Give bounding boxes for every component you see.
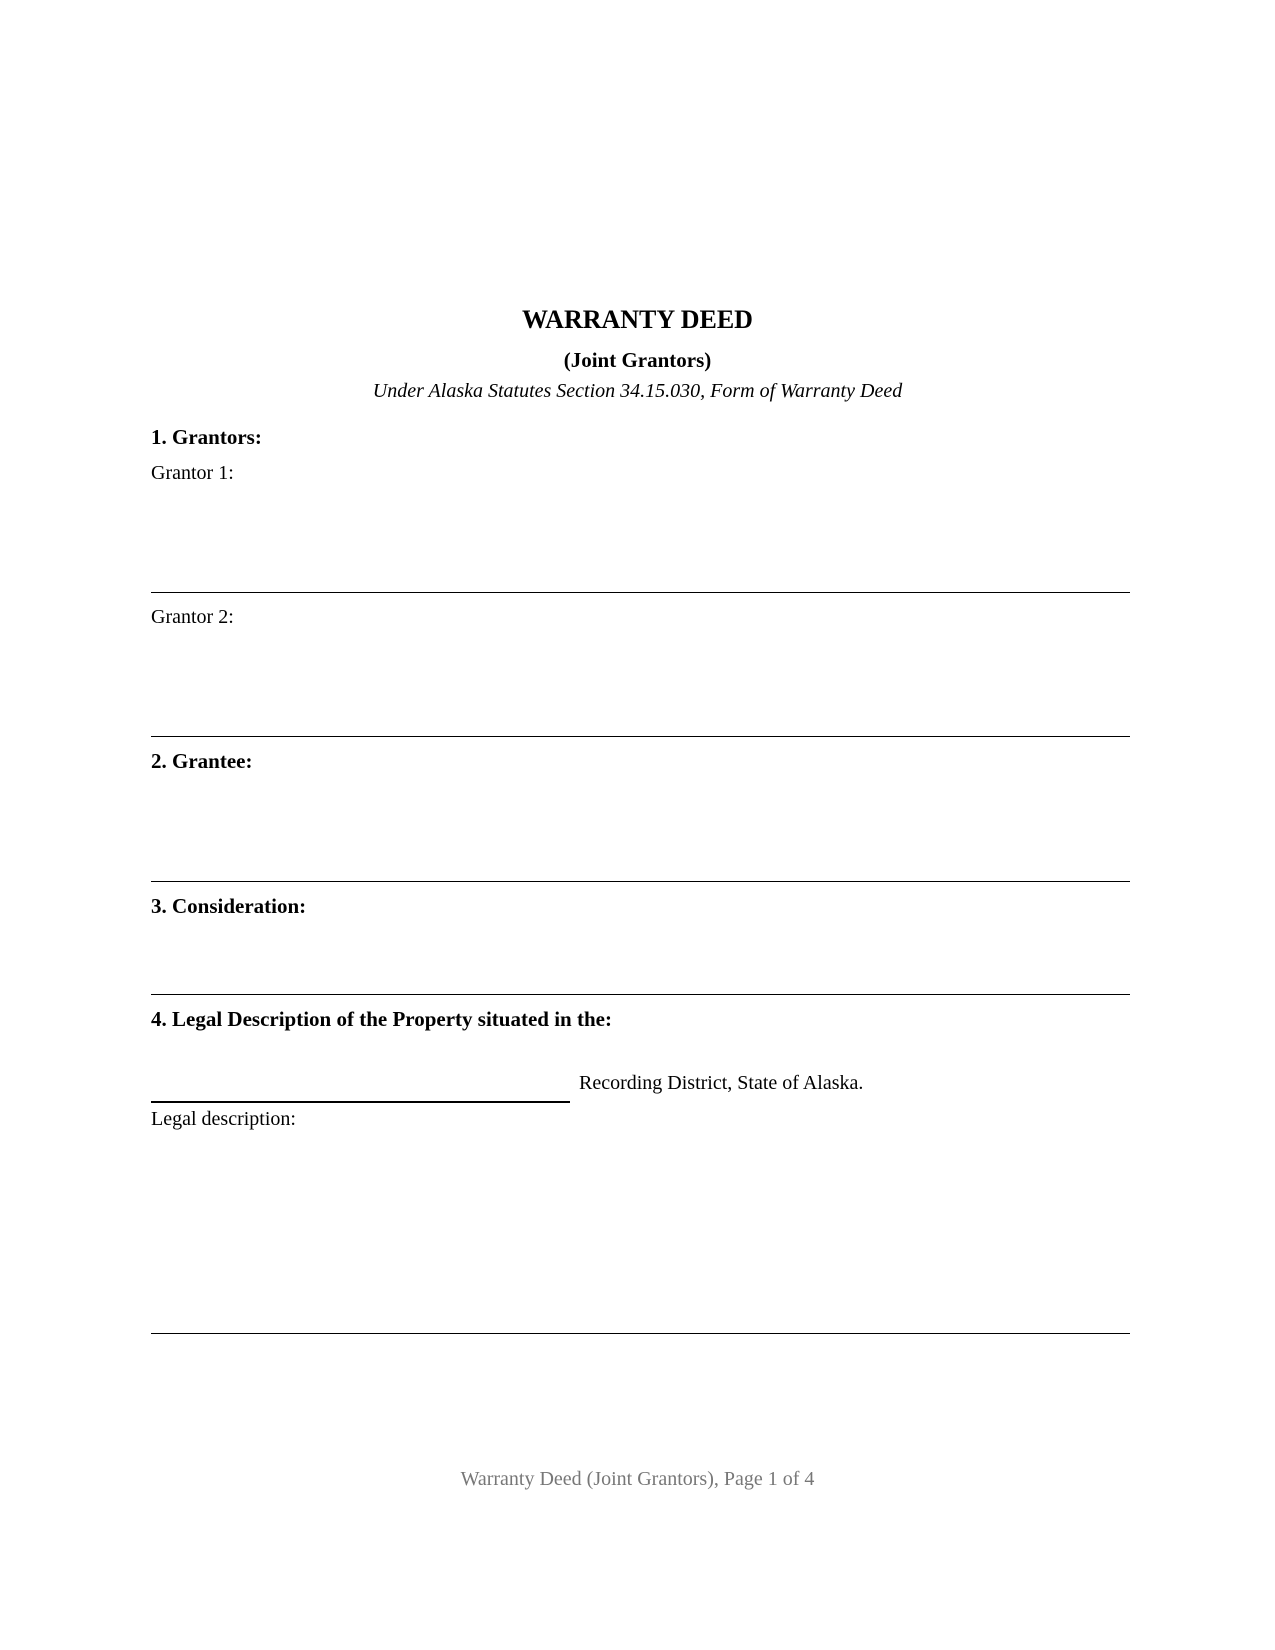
consideration-field-line[interactable] (151, 994, 1130, 995)
legal-description-field-line[interactable] (151, 1333, 1130, 1334)
statute-reference: Under Alaska Statutes Section 34.15.030, Form of Warranty Deed (372, 380, 903, 402)
legal-description-label: Legal description: (151, 1108, 296, 1130)
legal-description-heading: 4. Legal Description of the Property situated in the: (151, 1007, 612, 1031)
grantor-1-field-line[interactable] (151, 592, 1130, 593)
grantor-1-label: Grantor 1: (151, 462, 234, 484)
consideration-heading: 3. Consideration: (151, 894, 307, 918)
grantor-2-field-line[interactable] (151, 736, 1130, 737)
grantee-field-line[interactable] (151, 881, 1130, 882)
page-footer: Warranty Deed (Joint Grantors), Page 1 of 4 (460, 1468, 815, 1490)
recording-district-suffix: Recording District, State of Alaska. (579, 1072, 864, 1094)
grantee-heading: 2. Grantee: (151, 749, 253, 773)
document-title: WARRANTY DEED (522, 305, 753, 334)
recording-district-field-line[interactable] (151, 1101, 570, 1103)
grantor-2-label: Grantor 2: (151, 606, 234, 628)
grantors-heading: 1. Grantors: (151, 425, 262, 449)
document-subtitle: (Joint Grantors) (563, 348, 712, 372)
